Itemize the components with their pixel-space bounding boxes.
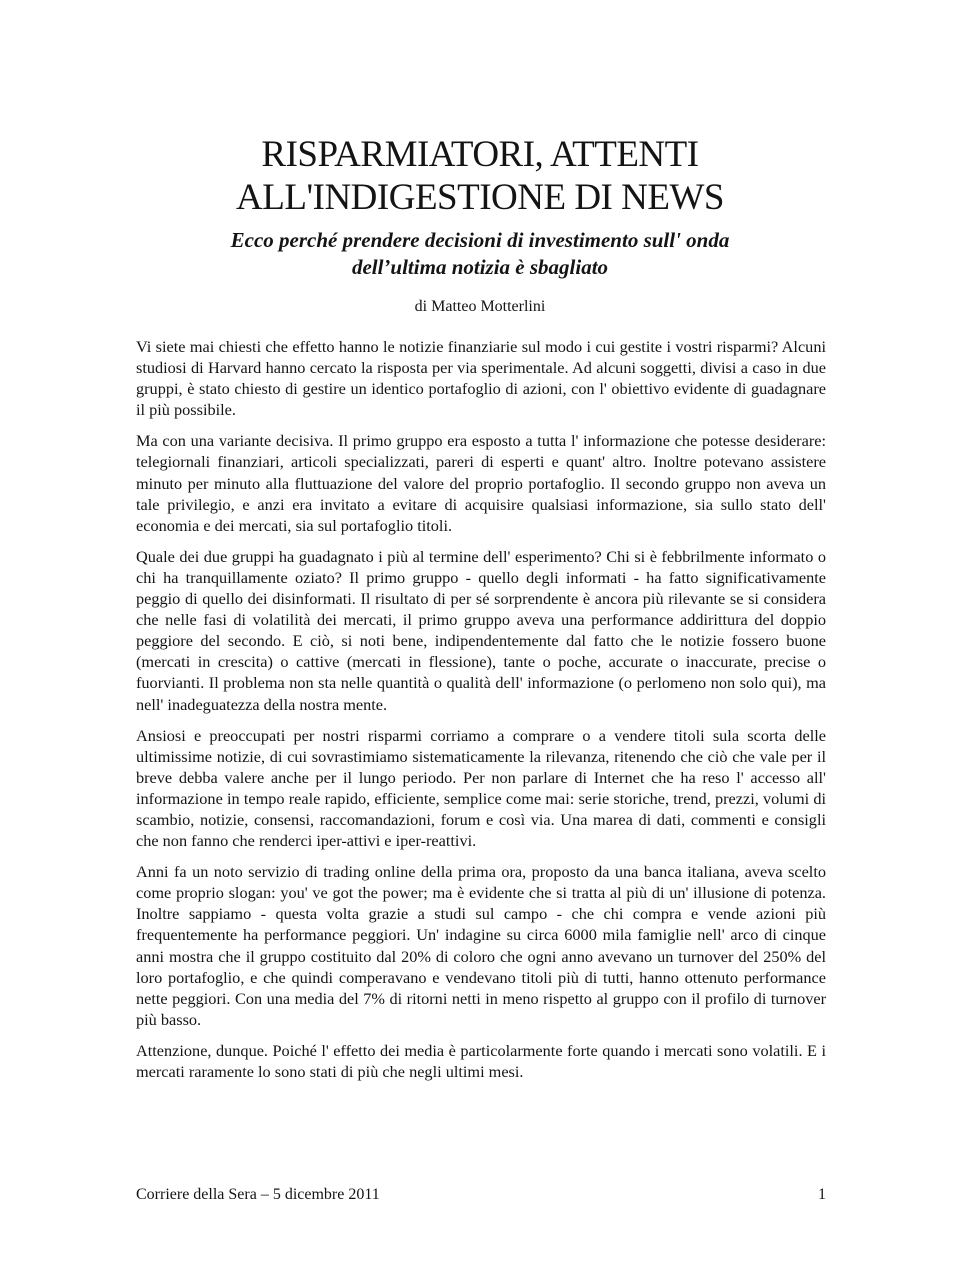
paragraph-3: Quale dei due gruppi ha guadagnato i più al termine dell' esperimento? Chi si è febbrilmente informato o chi ha tranquillamente oziato? Il primo gruppo - quello degli informati - ha fatto significativamente peggio di quello dei disinformati. Il risultato di per sé sorprendente è ancora più rilevante se si considera che nelle fasi di volatilità dei mercati, il primo gruppo aveva una performance addirittura del doppio peggiore del secondo. E ciò, si noti bene, indipendentemente dal fatto che le notizie fossero buone (mercati in crescita) o cattive (mercati in flessione), tante o poche, accurate o inaccurate, precise o fuorvianti. Il problema non sta nelle quantità o qualità dell' informazione (o perlomeno non solo qui), ma nell' inadeguatezza della nostra mente. [136, 546, 826, 714]
subtitle-line-1: Ecco perché prendere decisioni di investimento sull' onda [230, 228, 730, 252]
paragraph-6: Attenzione, dunque. Poiché l' effetto dei media è particolarmente forte quando i mercati sono volatili. E i mercati raramente lo sono stati di più che negli ultimi mesi. [136, 1040, 826, 1081]
paragraph-1: Vi siete mai chiesti che effetto hanno le notizie finanziarie sul modo i cui gestite i vostri risparmi? Alcuni studiosi di Harvard hanno cercato la risposta per via sperimentale. Ad alcuni soggetti, divisi a caso in due gruppi, è stato chiesto di gestire un identico portafoglio di azioni, con l' obiettivo evidente di guadagnare il più possibile. [136, 337, 826, 420]
paragraph-5: Anni fa un noto servizio di trading online della prima ora, proposto da una banca italiana, aveva scelto come proprio slogan: you' ve got the power; ma è evidente che si tratta al più di un' illusione di potenza. Inoltre sappiamo - questa volta grazie a studi sul campo - che chi compra e vende azioni più frequentemente ha performance peggiori. Un' indagine su circa 6000 mila famiglie nell' arco di cinque anni mostra che il gruppo costituito dal 20% di coloro che ogni anno avevano un turnover del 250% del loro portafoglio, e che quindi comperavano e vendevano titoli più di tutti, hanno ottenuto performance nette peggiori. Con una media del 7% di ritorni netti in meno rispetto al gruppo con il profilo di turnover più basso. [136, 862, 826, 1029]
article-body [136, 336, 826, 1092]
title-line-2: ALL'INDIGESTIONE DI NEWS [236, 177, 724, 218]
subtitle-line-2: dell’ultima notizia è sbagliato [351, 255, 609, 279]
byline: di Matteo Motterlini [414, 298, 546, 315]
paragraph-2: Ma con una variante decisiva. Il primo gruppo era esposto a tutta l' informazione che potesse desiderare: telegiornali finanziari, articoli specializzati, pareri di esperti e quant' altro. Inoltre potevano assistere minuto per minuto alla fluttuazione del valore del proprio portafoglio. Il secondo gruppo non aveva un tale privilegio, e anzi era invitato a evitare di acquisire qualsiasi informazione, sia sullo stato dell' economia e dei mercati, sia sul portafoglio titoli. [136, 431, 826, 535]
paragraph-4: Ansiosi e preoccupati per nostri risparmi corriamo a comprare o a vendere titoli sula scorta delle ultimissime notizie, di cui sovrastimiamo sistematicamente la rilevanza, ritenendo che ciò che vale per il breve debba valere anche per il lungo periodo. Per non parlare di Internet che ha reso l' accesso all' informazione in tempo reale rapido, efficiente, semplice come mai: serie storiche, trend, prezzi, volumi di scambio, notizie, consensi, raccomandazioni, forum e così via. Una marea di dati, commenti e consigli che non fanno che renderci iper-attivi e iper-reattivi. [136, 725, 826, 851]
page-number: 1 [818, 1186, 826, 1203]
title-line-1: RISPARMIATORI, ATTENTI [261, 134, 699, 175]
footer-source: Corriere della Sera – 5 dicembre 2011 [136, 1186, 380, 1203]
